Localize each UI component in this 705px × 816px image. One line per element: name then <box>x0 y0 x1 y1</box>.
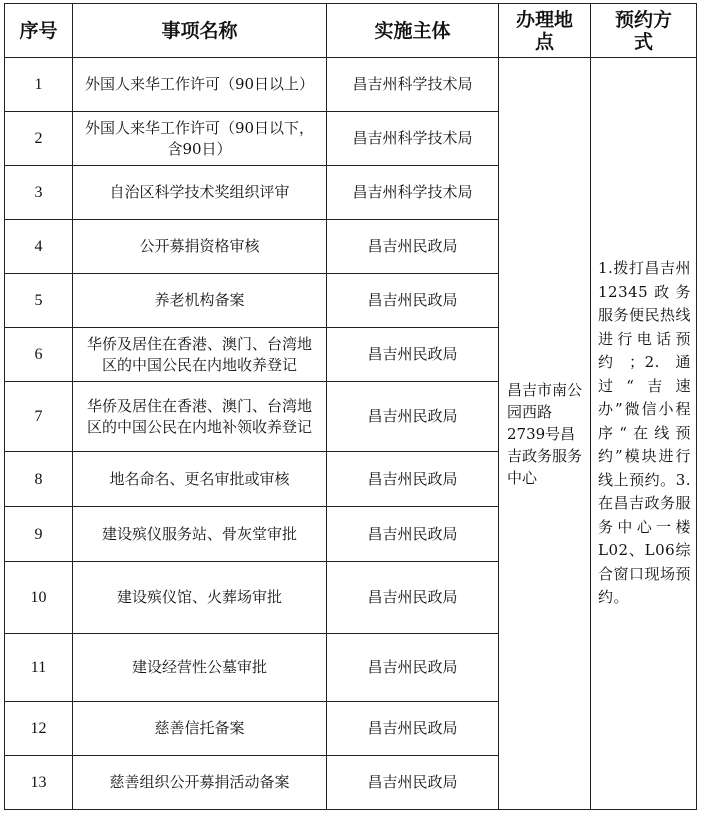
row-seq: 3 <box>5 166 73 220</box>
row-name: 慈善信托备案 <box>73 702 327 756</box>
header-booking: 预约方式 <box>591 4 697 58</box>
row-agency: 昌吉州科学技术局 <box>327 166 499 220</box>
row-agency: 昌吉州科学技术局 <box>327 58 499 112</box>
location-cell <box>499 58 591 810</box>
row-seq: 1 <box>5 58 73 112</box>
row-name: 外国人来华工作许可（90日以上） <box>73 58 327 112</box>
row-seq: 11 <box>5 634 73 702</box>
row-name: 地名命名、更名审批或审核 <box>73 452 327 507</box>
row-seq: 6 <box>5 328 73 382</box>
header-name: 事项名称 <box>73 4 327 58</box>
matters-table <box>4 3 697 810</box>
row-name: 养老机构备案 <box>73 274 327 328</box>
row-seq: 7 <box>5 382 73 452</box>
row-agency: 昌吉州民政局 <box>327 634 499 702</box>
row-agency: 昌吉州民政局 <box>327 702 499 756</box>
row-name: 建设经营性公墓审批 <box>73 634 327 702</box>
row-seq: 13 <box>5 756 73 810</box>
row-name: 建设殡仪馆、火葬场审批 <box>73 562 327 634</box>
row-agency: 昌吉州民政局 <box>327 756 499 810</box>
header-row <box>5 4 697 58</box>
row-agency: 昌吉州科学技术局 <box>327 112 499 166</box>
row-agency: 昌吉州民政局 <box>327 507 499 562</box>
header-location: 办理地点 <box>499 4 591 58</box>
row-name: 建设殡仪服务站、骨灰堂审批 <box>73 507 327 562</box>
row-name: 外国人来华工作许可（90日以下，含90日） <box>73 112 327 166</box>
row-name: 公开募捐资格审核 <box>73 220 327 274</box>
booking-text: 1.拨打昌吉州12345政务服务便民热线进行电话预约；2.通过“吉速办”微信小程序“在线预约”模块进行线上预约。3.在昌吉政务服务中心一楼L02、L06综合窗口现场预约。 <box>598 259 692 607</box>
row-name: 华侨及居住在香港、澳门、台湾地区的中国公民在内地补领收养登记 <box>73 382 327 452</box>
booking-cell <box>591 58 697 810</box>
row-seq: 2 <box>5 112 73 166</box>
row-seq: 10 <box>5 562 73 634</box>
location-text: 昌吉市南公园西路2739号昌吉政务服务中心 <box>507 380 583 487</box>
row-name: 自治区科学技术奖组织评审 <box>73 166 327 220</box>
row-seq: 9 <box>5 507 73 562</box>
row-agency: 昌吉州民政局 <box>327 452 499 507</box>
row-agency: 昌吉州民政局 <box>327 328 499 382</box>
row-seq: 4 <box>5 220 73 274</box>
row-agency: 昌吉州民政局 <box>327 382 499 452</box>
row-seq: 5 <box>5 274 73 328</box>
row-seq: 8 <box>5 452 73 507</box>
row-name: 华侨及居住在香港、澳门、台湾地区的中国公民在内地收养登记 <box>73 328 327 382</box>
row-agency: 昌吉州民政局 <box>327 274 499 328</box>
row-agency: 昌吉州民政局 <box>327 562 499 634</box>
row-agency: 昌吉州民政局 <box>327 220 499 274</box>
header-agency: 实施主体 <box>327 4 499 58</box>
table-row <box>5 58 697 112</box>
header-seq: 序号 <box>5 4 73 58</box>
row-name: 慈善组织公开募捐活动备案 <box>73 756 327 810</box>
row-seq: 12 <box>5 702 73 756</box>
